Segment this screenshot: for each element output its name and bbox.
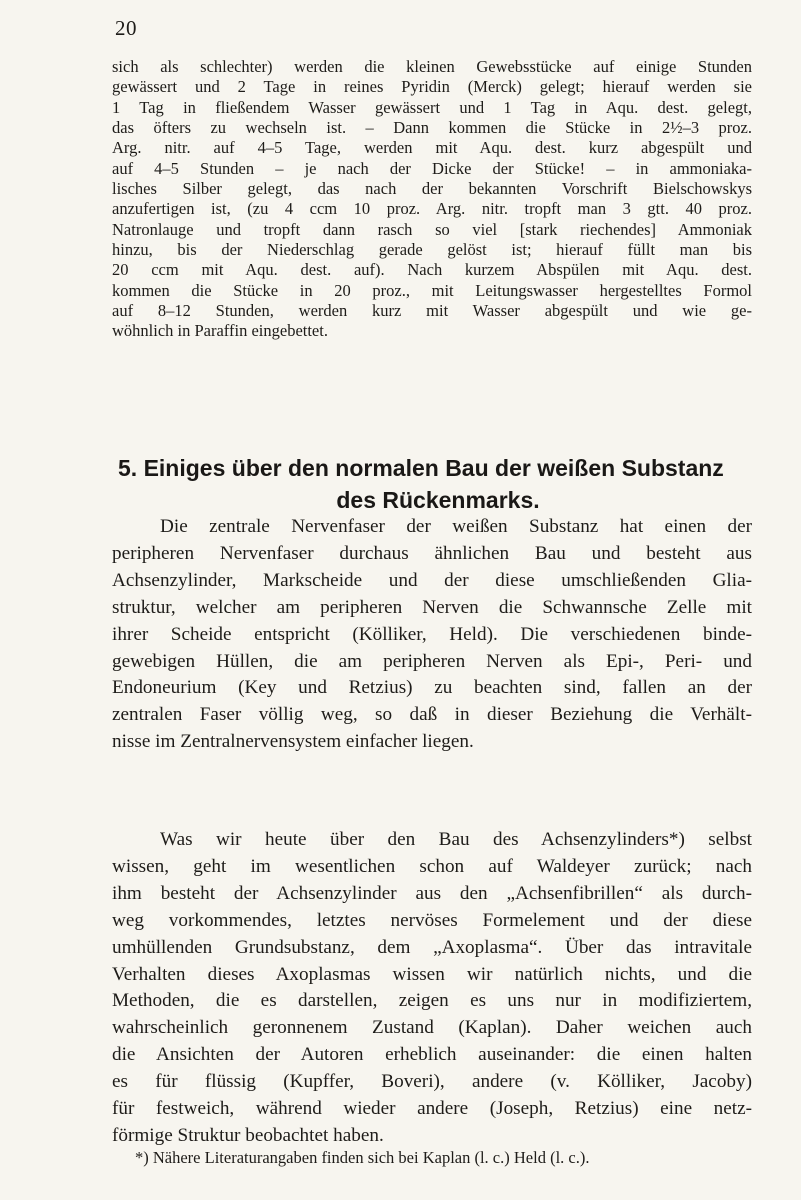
text-line: auf 4–5 Stunden – je nach der Dicke der Stücke! – in ammoniaka-: [112, 158, 752, 178]
text-line: gewässert und 2 Tage in reines Pyridin (Merck) gelegt; hierauf werden sie: [112, 77, 752, 97]
text-line: Methoden, die es darstellen, zeigen es uns nur in modifiziertem,: [112, 990, 752, 1012]
text-line: Natronlauge und tropft dann rasch so viel [stark riechendes] Ammoniak: [112, 219, 752, 239]
text-line: ihrer Scheide entspricht (Kölliker, Held). Die verschiedenen binde-: [112, 623, 752, 645]
page-number: 20: [115, 16, 137, 40]
text-line: Verhalten dieses Axoplasmas wissen wir natürlich nichts, und die: [112, 963, 752, 985]
text-line: es für flüssig (Kupffer, Boveri), andere (v. Kölliker, Jacoby): [112, 1071, 752, 1093]
text-line: peripheren Nervenfaser durchaus ähnlichen Bau und besteht aus: [112, 542, 752, 564]
text-line: das öfters zu wechseln ist. – Dann kommen die Stücke in 2½–3 proz.: [112, 118, 752, 138]
text-line: wahrscheinlich geronnenem Zustand (Kaplan). Daher weichen auch: [112, 1017, 752, 1039]
text-line: wissen, geht im wesentlichen schon auf Waldeyer zurück; nach: [112, 855, 752, 877]
text-line: ihm besteht der Achsenzylinder aus den „Achsenfibrillen“ als durch-: [112, 882, 752, 904]
text-line: 1 Tag in fließendem Wasser gewässert und 1 Tag in Aqu. dest. gelegt,: [112, 97, 752, 117]
section-heading-line1: 5. Einiges über den normalen Bau der weißen Substanz: [118, 455, 724, 481]
text-line: nisse im Zentralnervensystem einfacher liegen.: [112, 731, 474, 753]
text-line: Achsenzylinder, Markscheide und der diese umschließenden Glia-: [112, 569, 752, 591]
paragraph-structure: [112, 514, 752, 756]
text-line: die Ansichten der Autoren erheblich auseinander: die einen halten: [112, 1044, 752, 1066]
text-line: zentralen Faser völlig weg, so daß in dieser Beziehung die Verhält-: [112, 704, 752, 726]
text-line: struktur, welcher am peripheren Nerven die Schwannsche Zelle mit: [112, 596, 752, 618]
footnote: *) Nähere Literaturangaben finden sich bei Kaplan (l. c.) Held (l. c.).: [135, 1148, 590, 1167]
text-line: für festweich, während wieder andere (Joseph, Retzius) eine netz-: [112, 1098, 752, 1120]
paragraph-methods: [112, 57, 752, 342]
text-line: hinzu, bis der Niederschlag gerade gelöst ist; hierauf füllt man bis: [112, 240, 752, 260]
paragraph-axon: [112, 827, 752, 1150]
text-line: wöhnlich in Paraffin eingebettet.: [112, 321, 328, 341]
text-line: weg vorkommendes, letztes nervöses Formelement und der diese: [112, 909, 752, 931]
text-line: Arg. nitr. auf 4–5 Tage, werden mit Aqu. dest. kurz abgespült und: [112, 138, 752, 158]
text-line: auf 8–12 Stunden, werden kurz mit Wasser abgespült und wie ge-: [112, 301, 752, 321]
section-heading-line2: des Rückenmarks.: [336, 487, 540, 513]
text-line: sich als schlechter) werden die kleinen Gewebsstücke auf einige Stunden: [112, 57, 752, 76]
text-line: kommen die Stücke in 20 proz., mit Leitungswasser hergestelltes Formol: [112, 280, 752, 300]
text-line: umhüllenden Grundsubstanz, dem „Axoplasma“. Über das intravitale: [112, 936, 752, 958]
text-line: lisches Silber gelegt, das nach der bekannten Vorschrift Bielschowskys: [112, 179, 752, 199]
text-line: Die zentrale Nervenfaser der weißen Substanz hat einen der: [160, 516, 752, 537]
text-line: anzufertigen ist, (zu 4 ccm 10 proz. Arg. nitr. tropft man 3 gtt. 40 proz.: [112, 199, 752, 219]
text-line: Endoneurium (Key und Retzius) zu beachten sind, fallen an der: [112, 677, 752, 699]
text-line: 20 ccm mit Aqu. dest. auf). Nach kurzem Abspülen mit Aqu. dest.: [112, 260, 752, 280]
text-line: gewebigen Hüllen, die am peripheren Nerven als Epi-, Peri- und: [112, 650, 752, 672]
text-line: Was wir heute über den Bau des Achsenzylinders*) selbst: [160, 829, 752, 850]
text-line: förmige Struktur beobachtet haben.: [112, 1124, 384, 1146]
